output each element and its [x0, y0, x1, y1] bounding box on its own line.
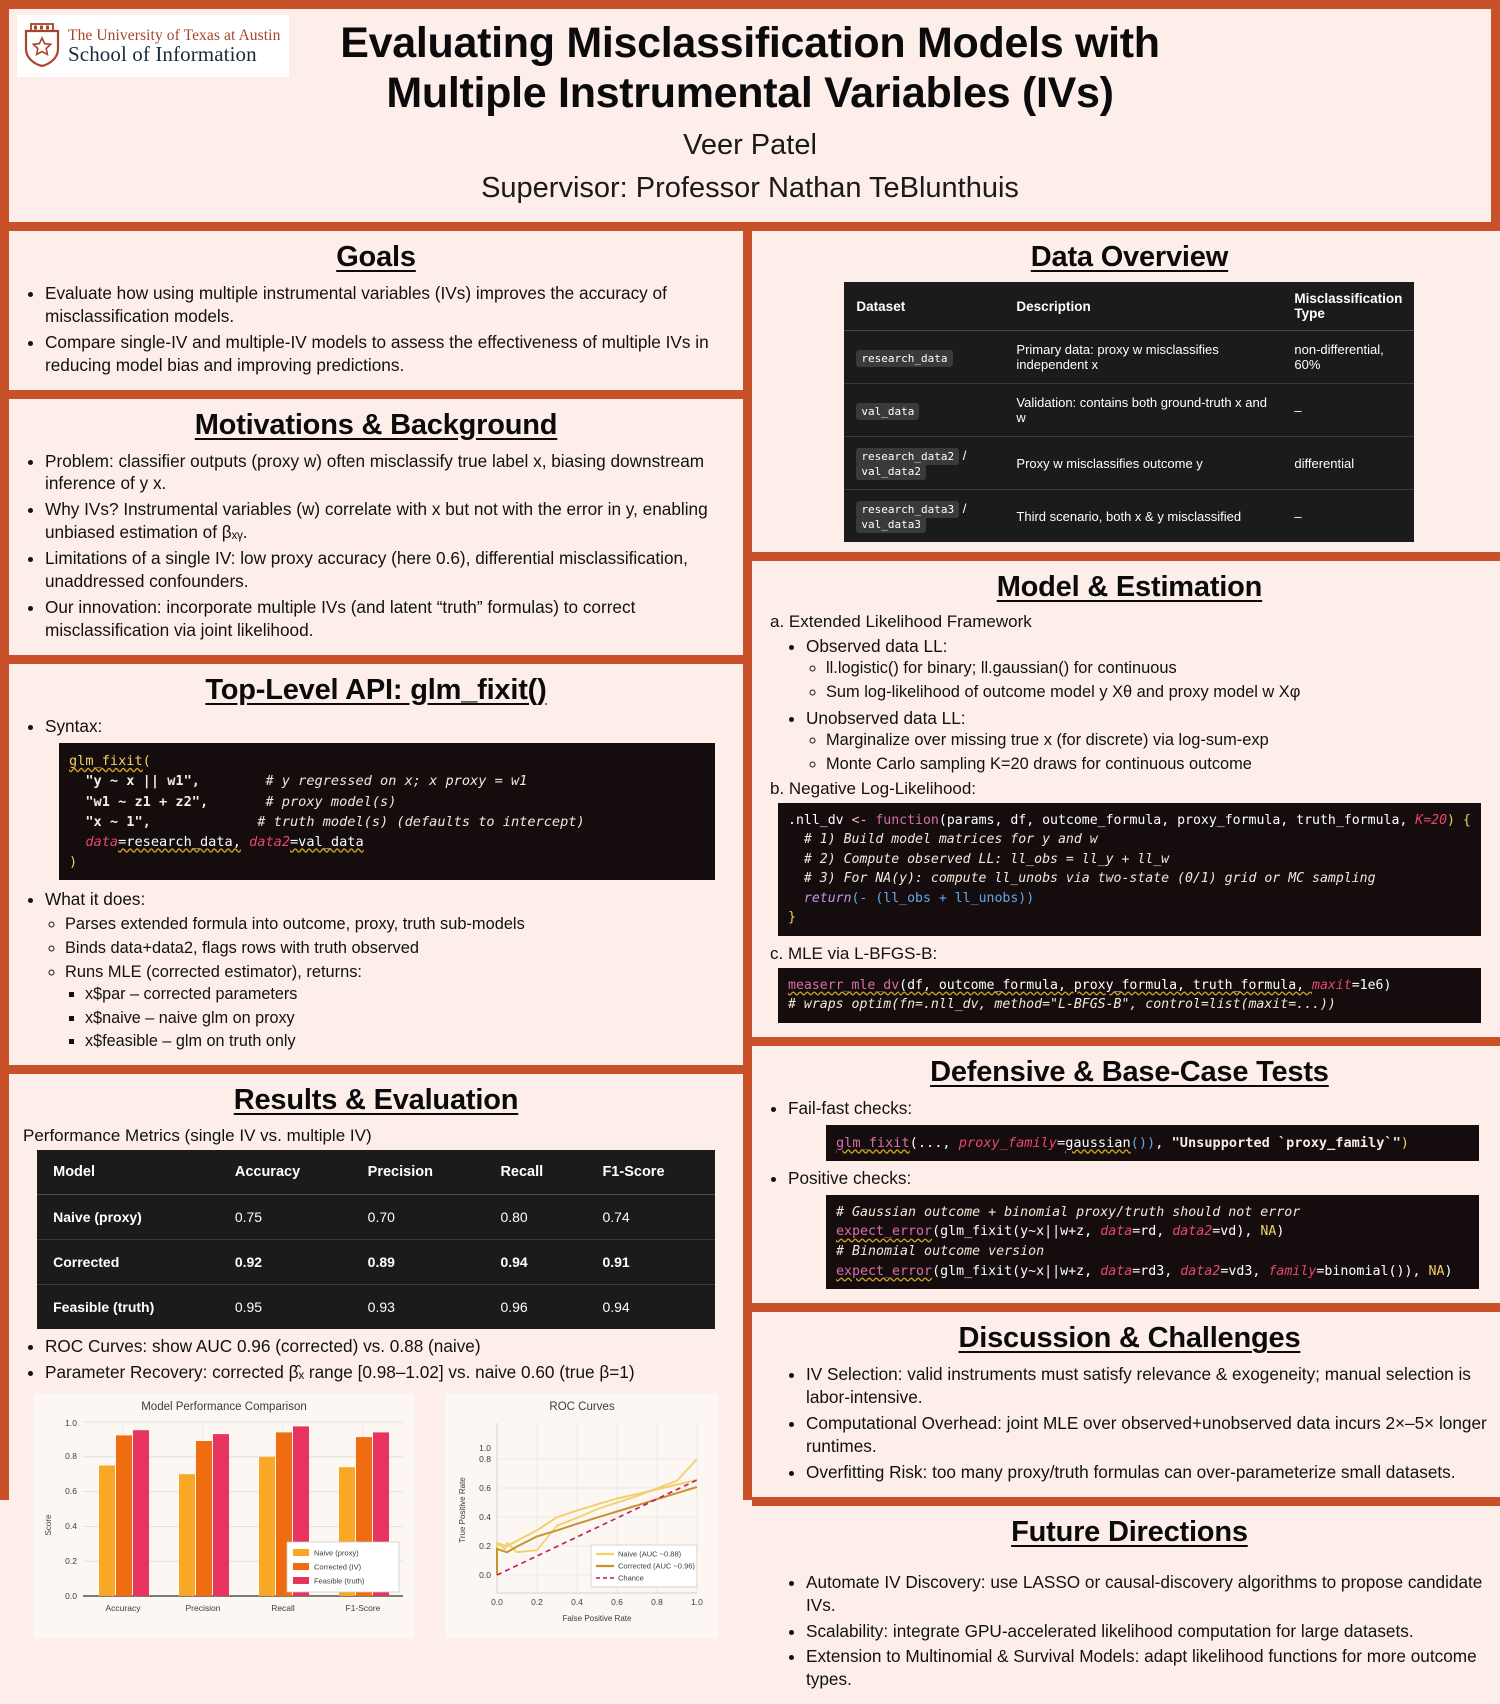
table-row — [37, 1194, 715, 1239]
code-brace-close: } — [788, 910, 796, 926]
cell-recall: 0.80 — [484, 1194, 586, 1239]
ut-austin-logo — [17, 15, 289, 77]
model-a-label: a. Extended Likelihood Framework — [770, 612, 1032, 631]
cell-model: Naive (proxy) — [37, 1194, 219, 1239]
cell-description: Proxy w misclassifies outcome y — [1004, 437, 1282, 490]
cell-description: Validation: contains both ground-truth x and w — [1004, 384, 1282, 437]
code-arg-data2: data2 — [1172, 1224, 1213, 1240]
code-fn-args: (params, df, outcome_formula, proxy_formula, truth_formula, — [938, 812, 1416, 828]
code-paren2: ()) — [1130, 1134, 1156, 1151]
code-formula-outcome: "y ~ x || w1", — [85, 773, 200, 790]
list-item: ◦ Binds data+data2, flags rows with truth observed — [65, 938, 729, 960]
bar-chart-title: Model Performance Comparison — [141, 1400, 307, 1413]
list-item: ▪ x$par – corrected parameters — [85, 984, 729, 1006]
list-item: • What it does: — [45, 888, 729, 911]
roc-chart-xlabel: False Positive Rate — [562, 1613, 632, 1623]
logo-wordmark — [68, 28, 280, 65]
model-b-label: b. Negative Log-Likelihood: — [770, 778, 977, 798]
list-item: • Observed data LL: ◦ ll.logistic() for binary; ll.gaussian() for continuous ◦ Sum log-likelihood of outcome model y Xθ and proxy model w Xφ — [806, 635, 1493, 704]
fail-fast-list — [766, 1097, 1493, 1120]
cell-type: differential — [1282, 437, 1414, 490]
right-column — [752, 231, 1500, 1690]
goals-title: Goals — [336, 241, 416, 273]
list-item: • Parameter Recovery: corrected β̂ₓ range [0.98–1.02] vs. naive 0.60 (true β=1) — [45, 1361, 729, 1384]
legend-swatch-naive — [293, 1549, 309, 1556]
cell-accuracy: 0.75 — [219, 1194, 352, 1239]
xtick-0: 0.0 — [491, 1596, 503, 1607]
code-comment-optim: # wraps optim(fn=.nll_dv, method="L-BFGS-B", control=list(maxit=...)) — [788, 997, 1336, 1013]
section-data-overview — [752, 231, 1500, 561]
future-title: Future Directions — [1011, 1515, 1248, 1548]
col-header-precision: Precision — [352, 1150, 485, 1195]
cell-dataset — [844, 384, 1004, 437]
dataset-chip: research_data3 — [856, 501, 959, 518]
results-bullets — [23, 1335, 729, 1384]
ytick-1: 0.2 — [479, 1540, 491, 1551]
legend-swatch-corrected — [293, 1563, 309, 1570]
cell-precision: 0.70 — [352, 1194, 485, 1239]
discussion-list — [766, 1363, 1493, 1483]
ytick-3: 0.6 — [479, 1482, 491, 1493]
model-title: Model & Estimation — [996, 571, 1263, 603]
ytick-5: 1.0 — [65, 1417, 77, 1428]
xtick-4: 0.8 — [651, 1596, 663, 1607]
list-item: ◦ Sum log-likelihood of outcome model y Xθ and proxy model w Xφ — [826, 682, 1493, 704]
cell-recall: 0.94 — [484, 1239, 586, 1284]
col-header-recall: Recall — [484, 1150, 586, 1195]
logo-school-name: School of Information — [68, 41, 257, 66]
fail-fast-code-block — [826, 1125, 1479, 1161]
motivations-list — [23, 450, 729, 642]
code-eq: = — [1057, 1134, 1066, 1151]
table-row — [844, 331, 1414, 384]
code-val-rd: =rd, — [1132, 1224, 1173, 1240]
code-return-expr: (- (ll_obs + ll_unobs)) — [851, 890, 1035, 906]
results-subtitle: Performance Metrics (single IV vs. multiple IV) — [23, 1125, 372, 1145]
dataset-chip: research_data — [856, 350, 952, 367]
list-item: • Syntax: — [45, 715, 729, 738]
roc-chart-title: ROC Curves — [549, 1400, 615, 1413]
list-item: • Problem: classifier outputs (proxy w) often misclassify true label x, biasing downstream inference of y x. — [45, 450, 729, 496]
code-na-2: NA — [1428, 1263, 1445, 1279]
code-formula-proxy: "w1 ~ z1 + z2", — [85, 793, 209, 810]
poster-header — [9, 9, 1491, 231]
code-comment-gaussian: # Gaussian outcome + binomial proxy/truth should not error — [836, 1204, 1301, 1220]
list-item: ◦ Parses extended formula into outcome, proxy, truth sub-models — [65, 914, 729, 936]
code-close-paren: ) — [69, 853, 78, 870]
list-item: ◦ Marginalize over missing true x (for discrete) via log-sum-exp — [826, 730, 1493, 752]
code-val-rd3: =rd3, — [1132, 1263, 1181, 1279]
section-defensive-tests — [752, 1046, 1500, 1313]
code-call-2: (glm_fixit(y~x||w+z, — [932, 1263, 1101, 1279]
legend-label-corrected: Corrected (IV) — [314, 1562, 362, 1572]
table-row — [37, 1239, 715, 1284]
supervisor-name: Supervisor: Professor Nathan TeBlunthuis — [481, 171, 1019, 204]
bar-group-accuracy — [99, 1430, 149, 1596]
xtick-2: 0.4 — [571, 1596, 583, 1607]
code-assign: <- — [851, 812, 876, 828]
ytick-3: 0.6 — [65, 1485, 77, 1496]
list-item: ▪ x$feasible – glm on truth only — [85, 1031, 729, 1053]
legend-label-corrected: Corrected (AUC ~0.96) — [618, 1561, 695, 1571]
cell-description: Third scenario, both x & y misclassified — [1016, 508, 1242, 524]
bar-chart-legend — [287, 1542, 399, 1592]
dataset-chip: research_data2 — [856, 448, 959, 465]
code-na-1: NA — [1260, 1224, 1277, 1240]
code-comment-truth: # truth model(s) (defaults to intercept) — [257, 813, 585, 830]
code-mle-args: (df, outcome_formula, proxy_formula, truth_formula, — [899, 977, 1313, 993]
cell-dataset: research_data3 / val_data3 — [844, 490, 1004, 543]
code-val-data2: =val_data — [290, 833, 364, 850]
roc-chart-svg — [449, 1415, 715, 1630]
goals-list — [23, 282, 729, 377]
cell-model: Corrected — [37, 1239, 219, 1284]
roc-chart-legend — [591, 1545, 697, 1587]
ytick-4: 0.8 — [65, 1450, 77, 1461]
api-code-block — [59, 743, 715, 880]
list-item: ◦ Monte Carlo sampling K=20 draws for continuous outcome — [826, 754, 1493, 776]
roc-chart-card — [445, 1393, 719, 1639]
results-title: Results & Evaluation — [233, 1083, 519, 1116]
bar-corrected — [116, 1435, 132, 1596]
code-comment-proxy: # proxy model(s) — [265, 793, 397, 810]
code-end-1: ) — [1276, 1224, 1285, 1240]
code-fn-expect-error: expect_error — [836, 1224, 933, 1240]
code-val-binomial: =binomial()), — [1316, 1263, 1429, 1279]
left-column — [9, 231, 752, 1623]
data-overview-title: Data Overview — [1030, 241, 1229, 273]
code-arg-proxy-family: proxy_family — [958, 1134, 1057, 1151]
xtick-5: 1.0 — [691, 1596, 703, 1607]
col-header-dataset: Dataset — [844, 282, 1004, 331]
code-arg-data: data — [1100, 1224, 1133, 1240]
code-call-1: (glm_fixit(y~x||w+z, — [932, 1224, 1101, 1240]
shield-icon — [23, 21, 61, 72]
xtick-2: Recall — [271, 1602, 295, 1613]
roc-chart-ylabel: True Positive Rate — [458, 1476, 467, 1543]
section-api — [9, 664, 743, 1074]
ytick-0: 0.0 — [65, 1590, 77, 1601]
cell-accuracy: 0.92 — [219, 1239, 352, 1284]
model-observed-list — [766, 635, 1493, 776]
list-item: ▪ x$naive – naive glm on proxy — [85, 1008, 729, 1030]
cell-f1: 0.74 — [586, 1194, 714, 1239]
code-arg-maxit: maxit — [1312, 977, 1352, 993]
bar-feasible — [213, 1434, 229, 1596]
data-overview-table — [844, 282, 1414, 542]
legend-label-feasible: Feasible (truth) — [314, 1576, 365, 1586]
list-item: • Unobserved data LL: ◦ Marginalize over missing true x (for discrete) via log-sum-exp ◦ Monte Carlo sampling K=20 draws for continuous outcome — [806, 707, 1493, 776]
discussion-title: Discussion & Challenges — [958, 1322, 1301, 1355]
code-comma: , — [1155, 1134, 1172, 1151]
code-fn-glm-fixit: glm_fixit — [69, 753, 143, 770]
xtick-1: Precision — [185, 1602, 221, 1613]
list-item: • Overfitting Risk: too many proxy/truth formulas can over-parameterize small datasets. — [806, 1461, 1493, 1484]
cell-f1: 0.91 — [586, 1239, 714, 1284]
roc-chart-xtick-labels — [491, 1597, 703, 1607]
bar-naive — [99, 1465, 115, 1596]
code-brace-open: ) { — [1447, 812, 1471, 828]
xtick-3: 0.6 — [611, 1596, 623, 1607]
section-model-estimation — [752, 561, 1500, 1046]
code-kw-return: return — [788, 890, 852, 906]
bar-chart-ylabel: Score — [44, 1514, 53, 1536]
code-arg-data2: data2 — [249, 833, 290, 850]
ytick-4: 0.8 — [479, 1453, 491, 1464]
cell-type: non-differential, 60% — [1282, 331, 1414, 384]
list-item: • Computational Overhead: joint MLE over observed+unobserved data incurs 2×–5× longer runtimes. — [806, 1412, 1493, 1458]
code-arg-family: family — [1268, 1263, 1317, 1279]
code-val-vd3: =vd3, — [1220, 1263, 1269, 1279]
list-item: • IV Selection: valid instruments must satisfy relevance & exogeneity; manual selection is labor-intensive. — [806, 1363, 1493, 1409]
code-error-string: "Unsupported `proxy_family`" — [1171, 1134, 1401, 1151]
title-line-2: Multiple Instrumental Variables (IVs) — [386, 68, 1114, 117]
future-list — [766, 1571, 1493, 1691]
model-unobserved-items — [806, 730, 1493, 776]
table-row — [844, 490, 1414, 543]
col-header-f1: F1-Score — [586, 1150, 714, 1195]
code-val-maxit: =1e6) — [1351, 977, 1392, 993]
cell-dataset: research_data2 / val_data2 — [844, 437, 1004, 490]
ytick-2: 0.4 — [479, 1511, 491, 1522]
code-comment-binomial: # Binomial outcome version — [836, 1244, 1045, 1260]
cell-description: Primary data: proxy w misclassifies independent x — [1004, 331, 1282, 384]
code-arg-data-2: data — [1100, 1263, 1133, 1279]
author-name: Veer Patel — [683, 128, 817, 161]
api-what-list — [23, 888, 729, 911]
ytick-2: 0.4 — [65, 1520, 77, 1531]
list-item: • Compare single-IV and multiple-IV models to assess the effectiveness of multiple IVs in reducing model bias and improving predictions. — [45, 331, 729, 377]
bar-naive — [179, 1474, 195, 1596]
api-syntax-list — [23, 715, 729, 738]
legend-label-naive: Naive (proxy) — [314, 1548, 359, 1558]
cell-type: – — [1294, 508, 1302, 524]
code-end-2: ) — [1444, 1263, 1453, 1279]
xtick-3: F1-Score — [345, 1602, 381, 1613]
code-val-data: =research_data, — [118, 833, 241, 850]
bar-group-precision — [179, 1434, 229, 1596]
api-title: Top-Level API: glm_fixit() — [205, 673, 547, 706]
legend-label-chance: Chance — [618, 1573, 644, 1583]
list-item: • Evaluate how using multiple instrumental variables (IVs) improves the accuracy of misclassification models. — [45, 282, 729, 328]
bar-chart-svg — [37, 1415, 411, 1630]
model-observed-items — [806, 658, 1493, 704]
code-close: ) — [1400, 1134, 1409, 1151]
ytick-0: 0.0 — [479, 1569, 491, 1580]
code-val-vd: =vd), — [1212, 1224, 1261, 1240]
bar-corrected — [196, 1441, 212, 1596]
positive-checks-list — [766, 1167, 1493, 1190]
table-header-row — [844, 282, 1414, 331]
code-comment-3: # 3) For NA(y): compute ll_unobs via two-state (0/1) grid or MC sampling — [788, 871, 1376, 887]
model-c-label: c. MLE via L-BFGS-B: — [770, 943, 938, 963]
api-what-items — [45, 914, 729, 1053]
section-motivations — [9, 399, 743, 664]
code-fn-gaussian: gaussian — [1065, 1134, 1131, 1151]
list-item: • Why IVs? Instrumental variables (w) correlate with x but not with the error in y, enabling unbiased estimation of βₓᵧ. — [45, 498, 729, 544]
code-fn-expect-error-2: expect_error — [836, 1263, 933, 1279]
list-item: ◦ ll.logistic() for binary; ll.gaussian() for continuous — [826, 658, 1493, 680]
list-item: • Limitations of a single IV: low proxy accuracy (here 0.6), differential misclassification, unaddressed confounders. — [45, 547, 729, 593]
code-comment-outcome: # y regressed on x; x proxy = w1 — [265, 773, 528, 790]
list-item: • Automate IV Discovery: use LASSO or causal-discovery algorithms to propose candidate IVs. — [806, 1571, 1493, 1617]
cell-model: Feasible (truth) — [53, 1298, 155, 1315]
section-goals — [9, 231, 743, 399]
dataset-chip-2: val_data3 — [856, 516, 926, 533]
mle-code-block — [778, 968, 1481, 1023]
ytick-1: 0.2 — [65, 1555, 77, 1566]
table-header-row — [37, 1150, 715, 1195]
api-returns-list — [65, 984, 729, 1053]
code-paren: ( — [142, 753, 151, 770]
cell-type: – — [1282, 384, 1414, 437]
xtick-1: 0.2 — [531, 1596, 543, 1607]
bar-chart-card — [33, 1393, 415, 1639]
results-charts — [23, 1387, 729, 1643]
table-row — [37, 1284, 715, 1329]
legend-label-naive: Naive (AUC ~0.88) — [618, 1549, 682, 1559]
list-item: • Positive checks: — [788, 1167, 1493, 1190]
code-comment-1: # 1) Build model matrices for y and w — [788, 832, 1098, 848]
motivations-title: Motivations & Background — [194, 408, 558, 441]
nll-code-block — [778, 803, 1481, 936]
xtick-0: Accuracy — [105, 1602, 141, 1613]
list-item: • ROC Curves: show AUC 0.96 (corrected) vs. 0.88 (naive) — [45, 1335, 729, 1358]
title-line-1: Evaluating Misclassification Models with — [340, 19, 1160, 67]
list-item: ◦ Runs MLE (corrected estimator), returns: ▪ x$par – corrected parameters ▪ x$naive – naive glm on proxy ▪ x$feasible – glm on truth only — [65, 962, 729, 1053]
defensive-title: Defensive & Base-Case Tests — [930, 1055, 1329, 1088]
cell-accuracy: 0.95 — [234, 1298, 263, 1315]
code-arg-data2-2: data2 — [1180, 1263, 1221, 1279]
code-arg-k: K=20 — [1415, 812, 1448, 828]
cell-f1: 0.94 — [602, 1298, 630, 1315]
col-header-type: Misclassification Type — [1282, 282, 1414, 331]
section-discussion — [752, 1312, 1500, 1505]
logo-university-name: The University of Texas at Austin — [68, 26, 281, 44]
dataset-chip: val_data — [856, 403, 919, 420]
code-fn-name: .nll_dv — [788, 812, 852, 828]
positive-checks-code-block — [826, 1195, 1479, 1290]
code-fn-glm-fixit: glm_fixit — [836, 1134, 910, 1151]
bar-naive — [259, 1456, 275, 1595]
code-comment-2: # 2) Compute observed LL: ll_obs = ll_y + ll_w — [788, 851, 1170, 867]
performance-metrics-table — [37, 1150, 715, 1329]
bar-chart-xtick-labels — [106, 1603, 381, 1613]
code-arg-data: data — [85, 833, 119, 850]
roc-chart-ytick-labels — [479, 1443, 491, 1580]
cell-precision: 0.93 — [367, 1298, 395, 1315]
list-item: • Scalability: integrate GPU-accelerated likelihood computation for large datasets. — [806, 1620, 1493, 1643]
ytick-5: 1.0 — [479, 1442, 491, 1453]
cell-dataset — [844, 331, 1004, 384]
poster-columns — [9, 231, 1491, 1690]
list-item: • Our innovation: incorporate multiple IVs (and latent “truth” formulas) to correct misclassification via joint likelihood. — [45, 596, 729, 642]
list-item: • Fail-fast checks: — [788, 1097, 1493, 1120]
code-fn-measerr: measerr_mle_dv — [788, 977, 900, 993]
bar-chart-ytick-labels — [65, 1418, 77, 1601]
cell-precision: 0.89 — [352, 1239, 485, 1284]
legend-swatch-feasible — [293, 1577, 309, 1584]
col-header-model: Model — [37, 1150, 219, 1195]
cell-recall: 0.96 — [500, 1298, 528, 1315]
table-row — [844, 437, 1414, 490]
code-kw-function: function — [875, 812, 939, 828]
section-results — [9, 1074, 743, 1645]
section-future-directions — [752, 1506, 1500, 1704]
col-header-description: Description — [1004, 282, 1282, 331]
list-item: • Extension to Multinomial & Survival Models: adapt likelihood functions for more outcome types. — [806, 1645, 1493, 1691]
bar-feasible — [133, 1430, 149, 1596]
dataset-chip-2: val_data2 — [856, 463, 926, 480]
table-row — [844, 384, 1414, 437]
code-open: (..., — [909, 1134, 959, 1151]
col-header-accuracy: Accuracy — [219, 1150, 352, 1195]
code-formula-truth: "x ~ 1", — [85, 813, 151, 830]
